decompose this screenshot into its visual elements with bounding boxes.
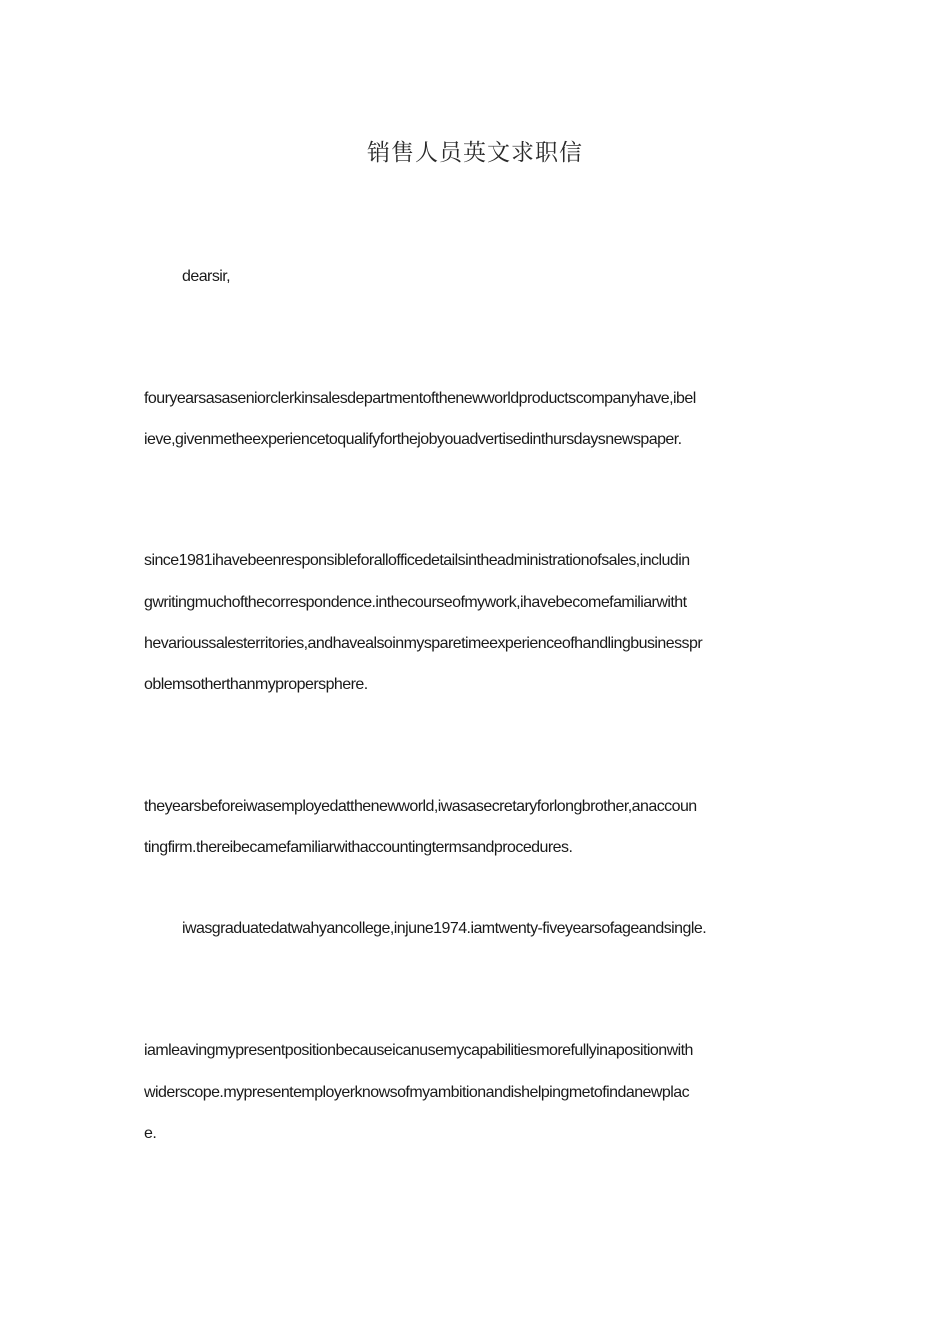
paragraph-line: theyearsbeforeiwasemployedatthenewworld,iwasasecretaryforlongbrother,anaccoun: [144, 798, 697, 815]
paragraph-line: ieve,givenmetheexperiencetoqualifyforthejobyouadvertisedinthursdaysnewspaper.: [144, 431, 682, 448]
salutation: dearsir,: [182, 268, 231, 285]
paragraph-line: oblemsotherthanmypropersphere.: [144, 676, 368, 693]
paragraph-line: hevarioussalesterritories,andhavealsoinmysparetimeexperienceofhandlingbusinesspr: [144, 635, 703, 652]
paragraph-line: since1981ihavebeenresponsibleforallofficedetailsintheadministrationofsales,includin: [144, 552, 690, 569]
document-title: 销售人员英文求职信: [367, 140, 583, 166]
paragraph-line: tingfirm.thereibecamefamiliarwithaccountingtermsandprocedures.: [144, 839, 573, 856]
paragraph-line: iwasgraduatedatwahyancollege,injune1974.iamtwenty-fiveyearsofageandsingle.: [182, 920, 707, 937]
paragraph-line: fouryearsasaseniorclerkinsalesdepartmentofthenewworldproductscompanyhave,ibel: [144, 390, 696, 407]
paragraph-line: e.: [144, 1125, 157, 1142]
paragraph-line: widerscope.mypresentemployerknowsofmyambitionandishelpingmetofindanewplac: [144, 1084, 690, 1101]
paragraph-line: gwritingmuchofthecorrespondence.inthecourseofmywork,ihavebecomefamiliarwitht: [144, 594, 687, 611]
paragraph-line: iamleavingmypresentpositionbecauseicanusemycapabilitiesmorefullyinapositionwith: [144, 1042, 693, 1059]
